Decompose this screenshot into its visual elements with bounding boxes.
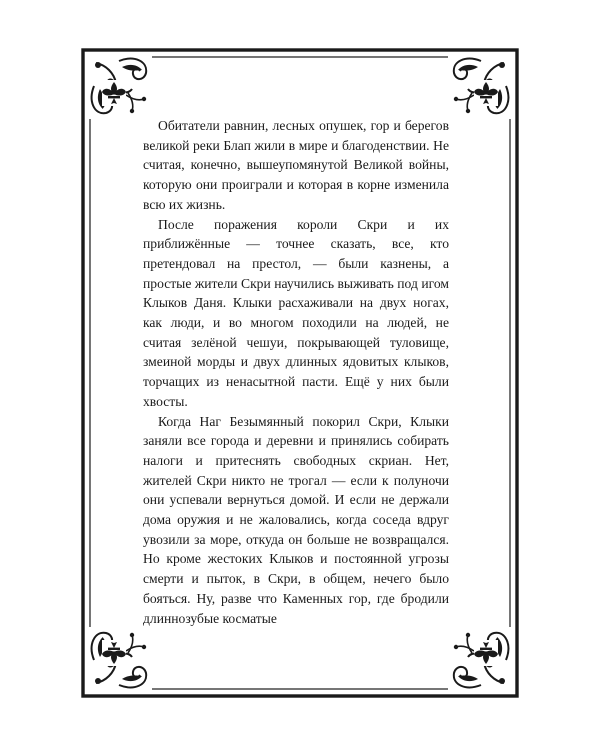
paragraph-2: После поражения короли Скри и их приближённые — точнее сказать, все, кто претендовал на престол, — были казнены, а простые жители Скри научились выживать под игом Клыков Даня. Клыки расхаживали на двух ногах, как люди, и во многом походили на людей, не считая зелёной чешуи, покрывающей туловище, змеиной морды и двух длинных ядовитых клыков, торчащих из ненасытной пасти. Ещё у них были хвосты. — [143, 216, 449, 409]
body-text — [143, 116, 449, 628]
paragraph-1: Обитатели равнин, лесных опушек, гор и берегов великой реки Блап жили в мире и благоденствии. Не считая, конечно, вышеупомянутой Великой войны, которую они проиграли и которая в корне изменила всю их жизнь. — [143, 118, 449, 212]
paragraph-3: Когда Наг Безымянный покорил Скри, Клыки заняли все города и деревни и принялись собирать налоги и притеснять свободных скриан. Нет, жителей Скри никто не трогал — если к полуночи они успевали вернуться домой. И если не держали дома оружия и не жаловались, когда соседа вдруг увозили за море, откуда он больше не возвращался. Но кроме жестоких Клыков и постоянной угрозы смерти и пыток, в Скри, в общем, нечего было бояться. Ну, разве что Каменных гор, где бродили длиннозубые косматые — [143, 413, 449, 626]
